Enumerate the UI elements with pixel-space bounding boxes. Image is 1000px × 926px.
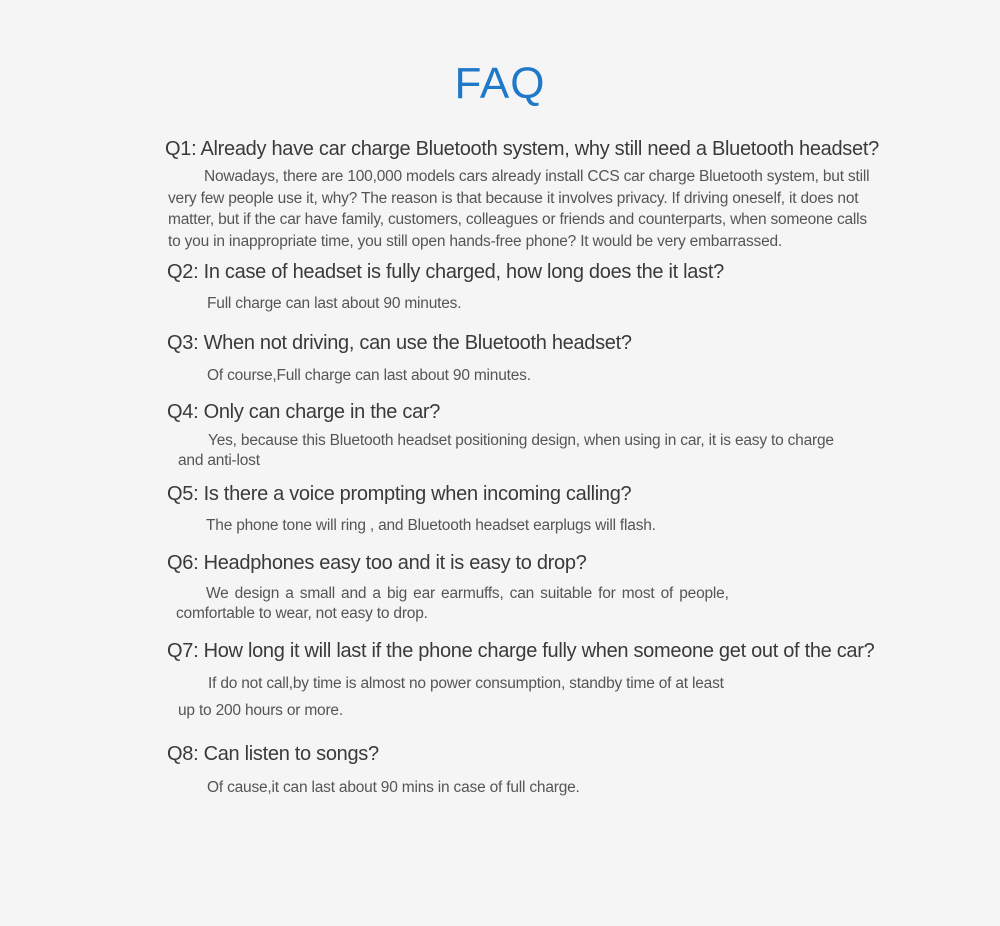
faq-answer-4-line-2: and anti-lost: [178, 452, 260, 469]
faq-question-7: Q7: How long it will last if the phone charge fully when someone get out of the car?: [167, 640, 875, 662]
faq-question-3: Q3: When not driving, can use the Bluetooth headset?: [167, 332, 632, 354]
faq-answer-8-line-1: Of cause,it can last about 90 mins in case of full charge.: [207, 779, 580, 796]
faq-question-8: Q8: Can listen to songs?: [167, 743, 379, 765]
faq-answer-7-line-2: up to 200 hours or more.: [178, 702, 343, 719]
faq-question-2: Q2: In case of headset is fully charged, how long does the it last?: [167, 261, 724, 283]
faq-answer-1-line-1: Nowadays, there are 100,000 models cars already install CCS car charge Bluetooth system, but still: [204, 168, 870, 185]
faq-question-4: Q4: Only can charge in the car?: [167, 401, 441, 423]
faq-question-6: Q6: Headphones easy too and it is easy to drop?: [167, 552, 587, 574]
faq-answer-1-line-3: matter, but if the car have family, customers, colleagues or friends and counterparts, when someone calls: [168, 211, 867, 228]
faq-answer-1-line-2: very few people use it, why? The reason is that because it involves privacy. If driving oneself, it does not: [168, 190, 859, 207]
faq-answer-3-line-1: Of course,Full charge can last about 90 minutes.: [207, 367, 531, 384]
faq-answer-2-line-1: Full charge can last about 90 minutes.: [207, 295, 462, 312]
faq-question-1: Q1: Already have car charge Bluetooth system, why still need a Bluetooth headset?: [165, 138, 879, 160]
faq-answer-4-line-1: Yes, because this Bluetooth headset positioning design, when using in car, it is easy to charge: [208, 432, 834, 449]
faq-answer-6-line-1: We design a small and a big ear earmuffs, can suitable for most of people,: [206, 585, 729, 602]
faq-answer-5-line-1: The phone tone will ring , and Bluetooth headset earplugs will flash.: [206, 517, 656, 534]
faq-question-5: Q5: Is there a voice prompting when incoming calling?: [167, 483, 632, 505]
page-title: FAQ: [454, 59, 546, 108]
faq-answer-6-line-2: comfortable to wear, not easy to drop.: [176, 605, 428, 622]
faq-answer-1-line-4: to you in inappropriate time, you still open hands-free phone? It would be very embarrassed.: [168, 233, 783, 250]
faq-answer-7-line-1: If do not call,by time is almost no power consumption, standby time of at least: [208, 675, 724, 692]
